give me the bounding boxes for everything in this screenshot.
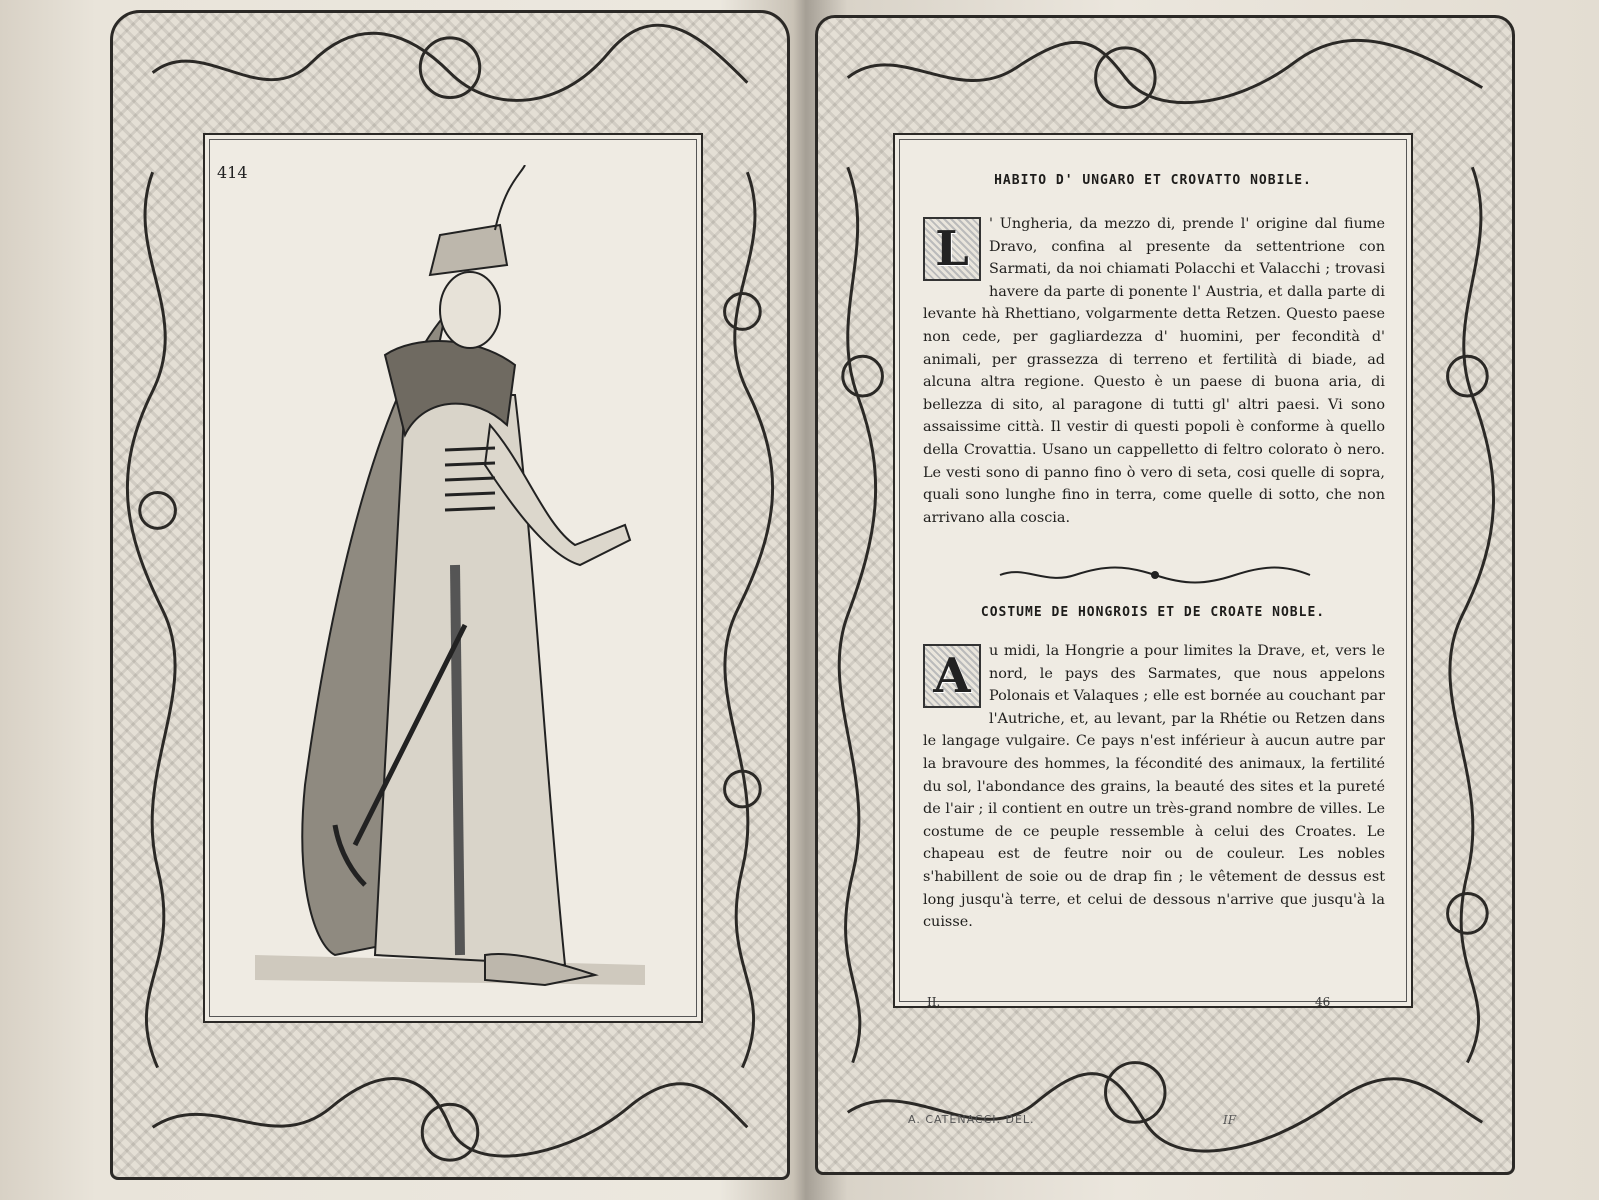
artist-credit: A. CATENACCI. DEL. (908, 1113, 1035, 1126)
italian-text: ' Ungheria, da mezzo di, prende l' origine dal fiume Dravo, confina al presente da settentrione con Sarmati, da noi chiamati Polacchi et Valacchi ; trovasi havere da parte di ponente l' Austria, et dalla parte di levante hà Rhettiano, volgarmente detta Retzen. Questo paese non cede, per gagliardezza d' huomini, per fecondità d' animali, per grassezza di terreno et fertilità di biade, ad alcuna altra regione. Questo è un paese di buona aria, di bellezza di sito, al paragone di tutti gl' altri paesi. Vi sono assaissime città. Il vestir di questi popoli è conforme à quello della Crovattia. Usano un cappelletto di feltro colorato ò nero. Le vesti sono di panno fino ò vero di seta, cosi quelle di sopra, quali sono lunghe fino in terra, come quelle di sotto, che non arrivano alla coscia. (923, 216, 1385, 526)
ornamental-frame-left (110, 10, 790, 1180)
italian-paragraph (923, 213, 1385, 529)
text-panel (893, 133, 1413, 1008)
italian-title: HABITO D' UNGARO ET CROVATTO NOBILE. (994, 173, 1312, 188)
french-text: u midi, la Hongrie a pour limites la Drave, et, vers le nord, le pays des Sarmates, que nous appelons Polonais et Valaques ; elle est bornée au couchant par l'Autriche, et, au levant, par la Rhétie ou Retzen dans le langage vulgaire. Ce pays n'est inférieur à aucun autre par la bravoure des hommes, la fécondité des animaux, la fertilité du sol, l'abondance des grains, la beauté des sites et la pureté de l'air ; il contient en outre un très-grand nombre de villes. Le costume de ce peuple ressemble à celui des Croates. Le chapeau est de feutre noir ou de couleur. Les nobles s'habillent de soie ou de drap fin ; le vêtement de dessus est long jusqu'à terre, et celui de dessous n'arrive que jusqu'à la cuisse. (923, 643, 1385, 931)
illustration-panel (203, 133, 703, 1023)
divider-flourish-icon (995, 565, 1315, 585)
right-page (815, 0, 1599, 1200)
nobleman-engraving-icon (245, 165, 665, 1005)
engraver-credit: IF (1223, 1113, 1237, 1127)
french-title: COSTUME DE HONGROIS ET DE CROATE NOBLE. (980, 605, 1326, 620)
signature-number: 46 (1315, 995, 1331, 1009)
dropcap-french: A (923, 644, 981, 708)
page-number: 414 (217, 163, 248, 182)
signature-volume: II. (927, 995, 941, 1009)
ornamental-frame-right (815, 15, 1515, 1175)
french-paragraph (923, 640, 1385, 934)
dropcap-italian: L (923, 217, 981, 281)
